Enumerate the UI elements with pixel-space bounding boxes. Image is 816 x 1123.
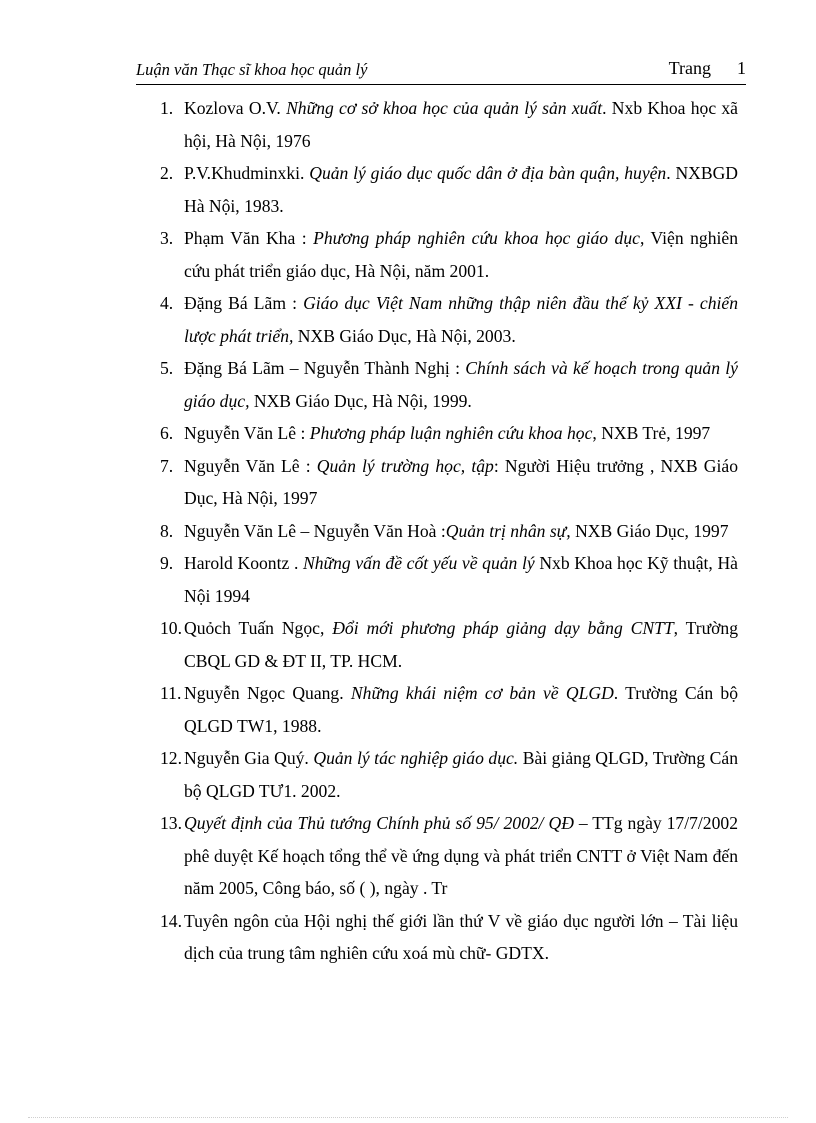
reference-number: 9. xyxy=(160,553,174,573)
reference-number: 14. xyxy=(160,910,182,931)
reference-text xyxy=(184,417,738,450)
reference-segment: Tuyên ngôn của Hội nghị thế giới lần thứ V về giáo dục người lớn – Tài liệu dịch của trung tâm nghiên cứu xoá mù chữ- GDTX. xyxy=(184,910,738,963)
reference-segment: Đặng Bá Lãm – Nguyễn Thành Nghị : xyxy=(184,358,466,378)
reference-segment: : Người Hiệu trưởng , NXB Giáo Dục, Hà Nội, 1997 xyxy=(184,455,739,508)
reference-number: 12. xyxy=(160,748,182,768)
reference-title: Quản trị nhân sự, xyxy=(445,520,571,541)
reference-title: Chính sách và kế hoạch trong quản lý giáo dục, xyxy=(184,358,738,411)
reference-number: 4. xyxy=(160,293,174,313)
reference-segment: Nguyễn Văn Lê : xyxy=(184,423,310,443)
reference-text xyxy=(184,677,738,742)
reference-item xyxy=(160,157,738,222)
reference-text xyxy=(184,287,738,352)
reference-number: 11. xyxy=(160,683,182,703)
reference-number: 13. xyxy=(160,813,182,833)
reference-number: 7. xyxy=(160,455,174,476)
reference-segment: . Trường Cán bộ QLGD TW1, 1988. xyxy=(184,683,739,736)
reference-segment: . Nxb Khoa học xã hội, Hà Nội, 1976 xyxy=(184,98,738,151)
reference-title: Những vấn đề cốt yếu về quản lý xyxy=(303,553,535,573)
reference-text xyxy=(184,92,738,157)
reference-title: Quyết định của Thủ tướng Chính phủ số 95/ 2002/ QĐ xyxy=(184,813,574,833)
reference-text xyxy=(184,515,738,548)
reference-title: Quản lý giáo dục quốc dân ở địa bàn quận, huyện xyxy=(309,163,667,183)
reference-segment: , NXB Trẻ, 1997 xyxy=(592,423,711,443)
reference-number: 5. xyxy=(160,358,174,378)
reference-item xyxy=(160,515,738,548)
page-indicator xyxy=(669,58,746,79)
reference-item xyxy=(160,352,738,417)
reference-segment: Bài giảng QLGD, Trường Cán bộ QLGD TƯ1. 2002. xyxy=(184,748,739,801)
reference-text xyxy=(184,222,738,287)
reference-text xyxy=(184,807,738,905)
reference-title: Phương pháp nghiên cứu khoa học giáo dục xyxy=(313,228,640,248)
reference-segment: Nxb Khoa học Kỹ thuật, Hà Nội 1994 xyxy=(184,553,738,606)
reference-item xyxy=(160,807,738,905)
reference-text xyxy=(184,905,738,970)
reference-segment: Nguyễn Gia Quý. xyxy=(184,748,314,768)
reference-segment: – TTg ngày 17/7/2002 phê duyệt Kế hoạch tổng thể về ứng dụng và phát triển CNTT ở Việt Nam đến năm 2005, Công báo, số ( ), ngày . Tr xyxy=(184,813,738,898)
reference-title: Phương pháp luận nghiên cứu khoa học xyxy=(309,423,593,443)
reference-number: 3. xyxy=(160,228,174,248)
reference-title: Những khái niệm cơ bản về QLGD xyxy=(350,683,614,703)
thesis-title: Luận văn Thạc sĩ khoa học quản lý xyxy=(136,60,368,79)
reference-segment: Nguyễn Văn Lê : xyxy=(184,455,317,476)
reference-segment: , Viện nghiên cứu phát triển giáo dục, Hà Nội, năm 2001. xyxy=(184,228,738,281)
reference-segment: Kozlova O.V. xyxy=(184,98,287,118)
reference-item xyxy=(160,450,738,515)
reference-item xyxy=(160,417,738,450)
reference-segment: Nguyễn Ngọc Quang. xyxy=(184,683,351,703)
reference-title: Những cơ sở khoa học của quản lý sản xuất xyxy=(286,98,603,118)
reference-list xyxy=(160,92,738,970)
reference-text xyxy=(184,547,738,612)
reference-segment: . NXBGD Hà Nội, 1983. xyxy=(184,163,738,216)
reference-segment: NXB Giáo Dục, Hà Nội, 1999. xyxy=(249,390,472,411)
reference-segment: Quỏch Tuấn Ngọc, xyxy=(184,618,333,638)
reference-number: 10. xyxy=(160,618,182,638)
reference-item xyxy=(160,92,738,157)
reference-text xyxy=(184,352,738,417)
reference-text xyxy=(184,742,738,807)
reference-segment: Đặng Bá Lãm : xyxy=(184,293,304,313)
reference-text xyxy=(184,612,738,677)
page-header xyxy=(136,58,746,85)
reference-item xyxy=(160,677,738,742)
reference-number: 2. xyxy=(160,163,174,183)
reference-item xyxy=(160,222,738,287)
page-bottom-divider xyxy=(28,1117,788,1118)
reference-number: 6. xyxy=(160,423,174,443)
reference-segment: Harold Koontz . xyxy=(184,553,303,573)
reference-item xyxy=(160,612,738,677)
reference-segment: Nguyễn Văn Lê – Nguyễn Văn Hoà : xyxy=(184,520,446,541)
reference-number: 8. xyxy=(160,520,174,541)
reference-title: Đổi mới phương pháp giảng dạy bằng CNTT xyxy=(332,618,674,638)
reference-text xyxy=(184,157,738,222)
reference-title: Quản lý trường học, tập xyxy=(316,455,494,476)
page-label: Trang xyxy=(668,58,711,78)
reference-segment: Phạm Văn Kha : xyxy=(184,228,314,248)
reference-text xyxy=(184,450,738,515)
reference-segment: P.V.Khudminxki. xyxy=(184,163,310,183)
reference-number: 1. xyxy=(160,98,174,118)
reference-segment: NXB Giáo Dục, 1997 xyxy=(570,520,729,541)
reference-segment: , Trường CBQL GD & ĐT II, TP. HCM. xyxy=(184,618,738,671)
page-number: 1 xyxy=(737,58,746,78)
reference-item xyxy=(160,287,738,352)
reference-item xyxy=(160,742,738,807)
reference-segment: NXB Giáo Dục, Hà Nội, 2003. xyxy=(293,325,516,346)
reference-title: Giáo dục Việt Nam những thập niên đầu thế kỷ XXI - chiến lược phát triển, xyxy=(184,293,738,346)
reference-item xyxy=(160,905,738,970)
reference-item xyxy=(160,547,738,612)
reference-title: Quản lý tác nghiệp giáo dục. xyxy=(313,748,519,768)
